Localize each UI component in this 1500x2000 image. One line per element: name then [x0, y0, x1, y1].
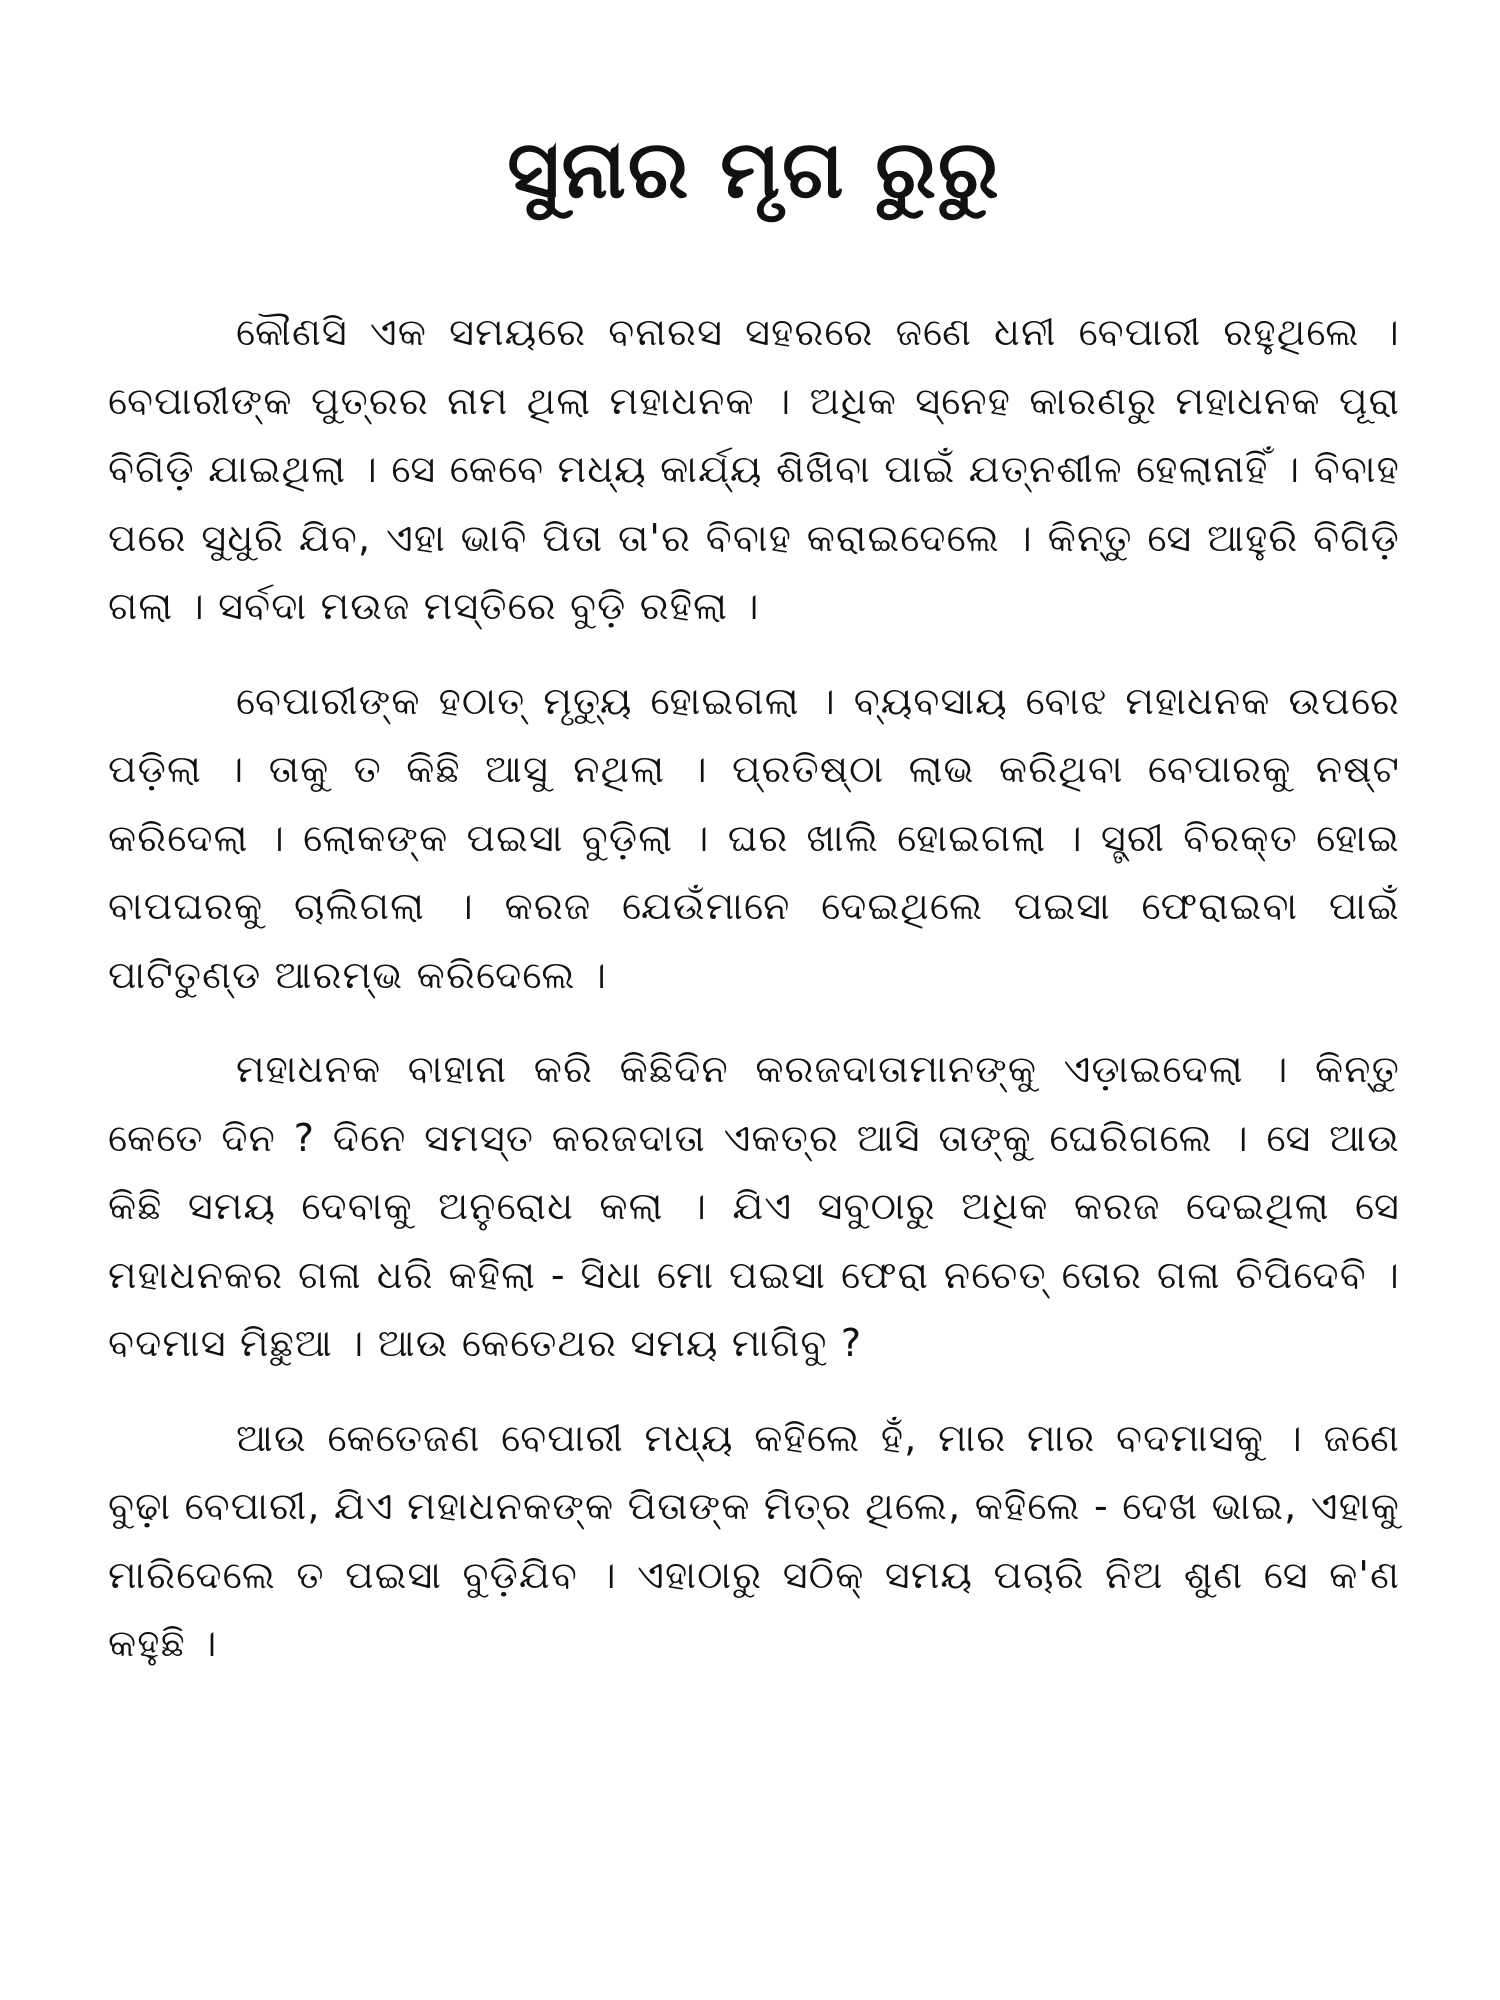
paragraph-2: ବେପାରୀଙ୍କ ହଠାତ୍ ମୃତ୍ୟୁ ହୋଇଗଲା । ବ୍ୟବସାୟ ବୋଝ ମହାଧନକ ଉପରେ ପଡ଼ିଲା । ତାକୁ ତ କିଛି ଆସୁ ନଥିଲା । ପ୍ରତିଷ୍ଠା ଲାଭ କରିଥିବା ବେପାରକୁ ନଷ୍ଟ କରିଦେଲା । ଲୋକଙ୍କ ପଇସା ବୁଡ଼ିଲା । ଘର ଖାଲି ହୋଇଗଲା । ସ୍ତ୍ରୀ ବିରକ୍ତ ହୋଇ ବାପଘରକୁ ଚାଲିଗଲା । କରଜ ଯେଉଁମାନେ ଦେଇଥିଲେ ପଇସା ଫେରାଇବା ପାଇଁ ପାଟିତୁଣ୍ଡ ଆରମ୍ଭ କରିଦେଲେ ।	[108, 678, 1400, 997]
paragraph-1: କୌଣସି ଏକ ସମୟରେ ବନାରସ ସହରରେ ଜଣେ ଧନୀ ବେପାରୀ ରହୁଥିଲେ । ବେପାରୀଙ୍କ ପୁତ୍ରର ନାମ ଥିଲା ମହାଧନକ । ଅଧିକ ସ୍ନେହ କାରଣରୁ ମହାଧନକ ପୂରା ବିଗିଡ଼ି ଯାଇଥିଲା । ସେ କେବେ ମଧ୍ୟ କାର୍ଯ୍ୟ ଶିଖିବା ପାଇଁ ଯତ୍ନଶୀଳ ହେଲାନାହିଁ । ବିବାହ ପରେ ସୁଧୁରି ଯିବ, ଏହା ଭାବି ପିତା ତା'ର ବିବାହ କରାଇଦେଲେ । କିନ୍ତୁ ସେ ଆହୁରି ବିଗିଡ଼ି ଗଲା । ସର୍ବଦା ମଉଜ ମସ୍ତିରେ ବୁଡ଼ି ରହିଲା ।	[108, 310, 1400, 628]
paragraph-3: ମହାଧନକ ବାହାନା କରି କିଛିଦିନ କରଜଦାତାମାନଙ୍କୁ ଏଡ଼ାଇଦେଲା । କିନ୍ତୁ କେତେ ଦିନ ? ଦିନେ ସମସ୍ତ କରଜଦାତା ଏକତ୍ର ଆସି ତାଙ୍କୁ ଘେରିଗଲେ । ସେ ଆଉ କିଛି ସମୟ ଦେବାକୁ ଅନୁରୋଧ କଲା । ଯିଏ ସବୁଠାରୁ ଅଧିକ କରଜ ଦେଇଥିଲା ସେ ମହାଧନକର ଗଳା ଧରି କହିଲା - ସିଧା ମୋ ପଇସା ଫେରା ନଚେତ୍ ତୋର ଗଳା ଚିପିଦେବି । ବଦମାସ ମିଛୁଆ । ଆଉ କେତେଥର ସମୟ ମାଗିବୁ ?	[108, 1047, 1400, 1365]
story-title: ସୁନାର ମୃଗ ରୁରୁ	[507, 123, 1001, 216]
paragraph-4: ଆଉ କେତେଜଣ ବେପାରୀ ମଧ୍ୟ କହିଲେ ହଁ, ମାର ମାର ବଦମାସକୁ । ଜଣେ ବୁଢ଼ା ବେପାରୀ, ଯିଏ ମହାଧନକଙ୍କ ପିତାଙ୍କ ମିତ୍ର ଥିଲେ, କହିଲେ - ଦେଖ ଭାଇ, ଏହାକୁ ମାରିଦେଲେ ତ ପଇସା ବୁଡ଼ିଯିବ । ଏହାଠାରୁ ସଠିକ୍ ସମୟ ପଚାରି ନିଅ ଶୁଣ ସେ କ'ଣ କହୁଛି ।	[108, 1415, 1400, 1665]
